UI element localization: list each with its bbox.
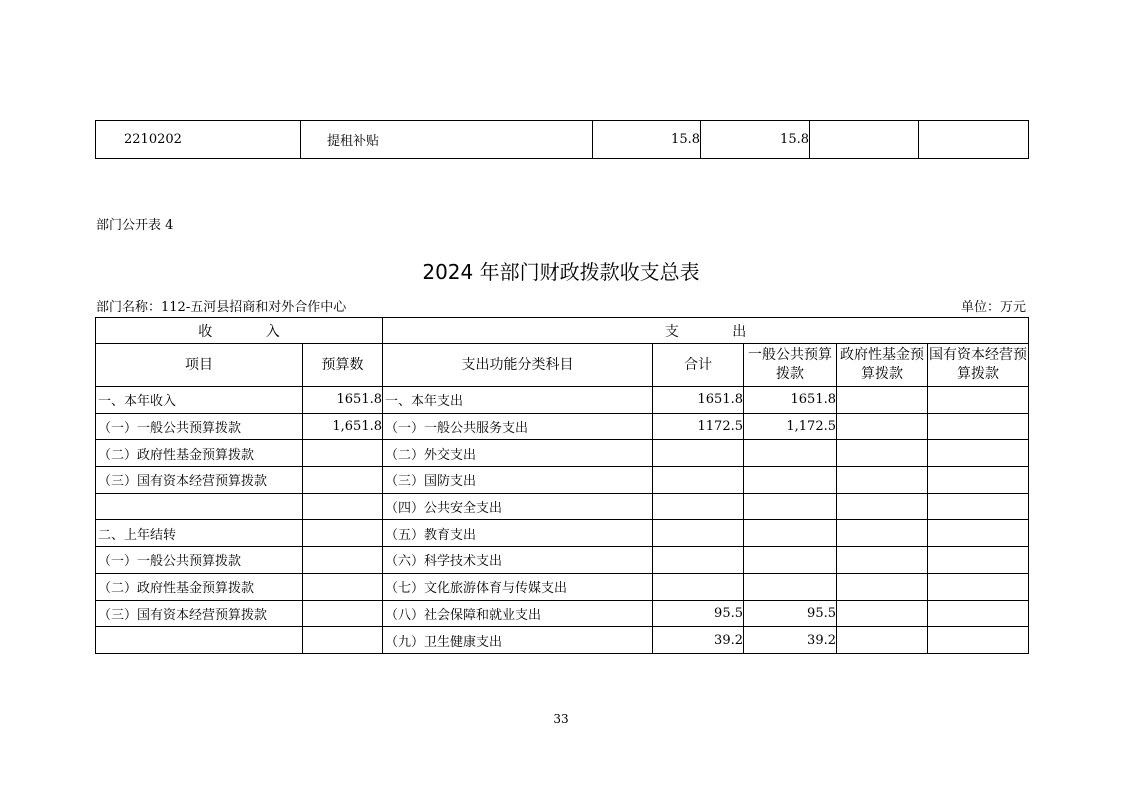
state-cell bbox=[928, 413, 1029, 440]
item-cell: 二、上年结转 bbox=[96, 520, 303, 547]
general-cell bbox=[744, 493, 837, 520]
total-cell: 39.2 bbox=[653, 627, 744, 654]
general-cell bbox=[744, 467, 837, 494]
total-cell: 15.8 bbox=[593, 121, 701, 159]
total-cell bbox=[653, 547, 744, 574]
table-row bbox=[96, 121, 1029, 159]
budget-cell bbox=[303, 547, 383, 574]
item-cell: （三）国有资本经营预算拨款 bbox=[96, 467, 303, 494]
unit-label: 单位：万元 bbox=[960, 300, 1026, 315]
total-cell: 95.5 bbox=[653, 600, 744, 627]
general-cell: 95.5 bbox=[744, 600, 837, 627]
department-name: 部门名称：112-五河县招商和对外合作中心 bbox=[96, 300, 347, 315]
budget-cell bbox=[303, 600, 383, 627]
table-row bbox=[96, 573, 1029, 600]
general-cell bbox=[744, 547, 837, 574]
item-cell: （一）一般公共预算拨款 bbox=[96, 413, 303, 440]
total-cell bbox=[653, 573, 744, 600]
table-row bbox=[96, 467, 1029, 494]
table-row bbox=[96, 600, 1029, 627]
header-budget: 预算数 bbox=[303, 344, 383, 387]
item-cell: （一）一般公共预算拨款 bbox=[96, 547, 303, 574]
budget-cell bbox=[303, 440, 383, 467]
fund-cell bbox=[837, 387, 928, 414]
fund-cell bbox=[837, 547, 928, 574]
state-cell bbox=[928, 573, 1029, 600]
fund-cell bbox=[837, 440, 928, 467]
table-label: 部门公开表 4 bbox=[96, 218, 174, 233]
table-row bbox=[96, 440, 1029, 467]
state-cell bbox=[919, 121, 1029, 159]
fund-cell bbox=[837, 520, 928, 547]
fund-cell bbox=[837, 467, 928, 494]
general-cell: 15.8 bbox=[701, 121, 810, 159]
table-row bbox=[96, 493, 1029, 520]
category-cell: （一）一般公共服务支出 bbox=[383, 413, 653, 440]
general-cell bbox=[744, 440, 837, 467]
general-cell: 1,172.5 bbox=[744, 413, 837, 440]
category-cell: （八）社会保障和就业支出 bbox=[383, 600, 653, 627]
header-item: 项目 bbox=[96, 344, 303, 387]
state-cell bbox=[928, 627, 1029, 654]
item-cell: （二）政府性基金预算拨款 bbox=[96, 440, 303, 467]
general-cell: 39.2 bbox=[744, 627, 837, 654]
category-cell: （二）外交支出 bbox=[383, 440, 653, 467]
category-cell: （五）教育支出 bbox=[383, 520, 653, 547]
fund-cell bbox=[837, 627, 928, 654]
item-cell: （二）政府性基金预算拨款 bbox=[96, 573, 303, 600]
budget-cell bbox=[303, 627, 383, 654]
name-cell: 提租补贴 bbox=[301, 121, 593, 159]
general-cell bbox=[744, 520, 837, 547]
budget-cell bbox=[303, 467, 383, 494]
header-state: 国有资本经营预算拨款 bbox=[928, 344, 1029, 387]
table-row bbox=[96, 627, 1029, 654]
header-category: 支出功能分类科目 bbox=[383, 344, 653, 387]
total-cell bbox=[653, 440, 744, 467]
state-cell bbox=[928, 547, 1029, 574]
table-row bbox=[96, 413, 1029, 440]
general-cell bbox=[744, 573, 837, 600]
general-cell: 1651.8 bbox=[744, 387, 837, 414]
total-cell bbox=[653, 493, 744, 520]
item-cell: 一、本年收入 bbox=[96, 387, 303, 414]
column-header-row bbox=[96, 344, 1029, 387]
budget-cell: 1651.8 bbox=[303, 387, 383, 414]
budget-cell bbox=[303, 573, 383, 600]
fund-cell bbox=[837, 493, 928, 520]
code-cell: 2210202 bbox=[96, 121, 301, 159]
state-cell bbox=[928, 520, 1029, 547]
fund-cell bbox=[837, 413, 928, 440]
category-cell: （六）科学技术支出 bbox=[383, 547, 653, 574]
total-cell bbox=[653, 467, 744, 494]
page-number: 33 bbox=[553, 712, 569, 726]
state-cell bbox=[928, 493, 1029, 520]
group-header-row bbox=[96, 318, 1029, 344]
total-cell: 1172.5 bbox=[653, 413, 744, 440]
income-group-header: 收 入 bbox=[96, 318, 383, 344]
previous-table-fragment bbox=[95, 120, 1029, 159]
header-fund: 政府性基金预算拨款 bbox=[837, 344, 928, 387]
state-cell bbox=[928, 440, 1029, 467]
table-body bbox=[96, 387, 1029, 654]
state-cell bbox=[928, 467, 1029, 494]
header-general: 一般公共预算拨款 bbox=[744, 344, 837, 387]
category-cell: （九）卫生健康支出 bbox=[383, 627, 653, 654]
budget-cell bbox=[303, 520, 383, 547]
budget-cell bbox=[303, 493, 383, 520]
category-cell: （七）文化旅游体育与传媒支出 bbox=[383, 573, 653, 600]
state-cell bbox=[928, 600, 1029, 627]
item-cell: （三）国有资本经营预算拨款 bbox=[96, 600, 303, 627]
total-cell: 1651.8 bbox=[653, 387, 744, 414]
expense-group-header: 支 出 bbox=[383, 318, 1029, 344]
fund-cell bbox=[810, 121, 919, 159]
budget-summary-table bbox=[95, 317, 1029, 654]
category-cell: 一、本年支出 bbox=[383, 387, 653, 414]
page-title: 2024 年部门财政拨款收支总表 bbox=[422, 260, 700, 284]
category-cell: （四）公共安全支出 bbox=[383, 493, 653, 520]
header-total: 合计 bbox=[653, 344, 744, 387]
table-row bbox=[96, 387, 1029, 414]
budget-cell: 1,651.8 bbox=[303, 413, 383, 440]
total-cell bbox=[653, 520, 744, 547]
state-cell bbox=[928, 387, 1029, 414]
category-cell: （三）国防支出 bbox=[383, 467, 653, 494]
table-row bbox=[96, 547, 1029, 574]
item-cell bbox=[96, 493, 303, 520]
fund-cell bbox=[837, 573, 928, 600]
fund-cell bbox=[837, 600, 928, 627]
item-cell bbox=[96, 627, 303, 654]
table-row bbox=[96, 520, 1029, 547]
